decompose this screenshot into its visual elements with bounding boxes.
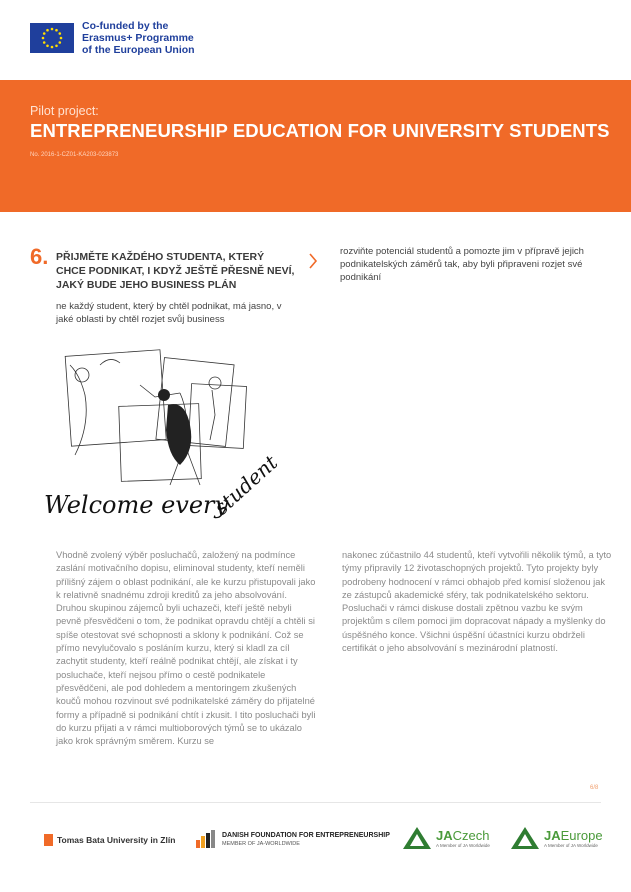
eu-line-1: Co-funded by the [82,20,169,32]
tbu-name: Tomas Bata University in Zlín [57,835,176,845]
footer-logos [0,822,631,862]
ja-europe-logo [510,826,603,850]
chevron-right-icon [308,252,318,275]
section-title: PŘIJMĚTE KAŽDÉHO STUDENTA, KTERÝ CHCE PODNIKAT, I KDYŽ JEŠTĚ PŘESNĚ NEVÍ, JAKÝ BUDE JEHO BUSINESS PLÁN [56,251,295,291]
ja-czech-logo [402,826,490,850]
eu-text [82,20,195,56]
welcome-caption-1: Welcome every [44,491,229,519]
eu-line-2: Erasmus+ Programme [82,32,194,44]
footer-divider [30,802,601,803]
page-number: 6/8 [590,785,599,791]
ja-czech-name: Czech [452,828,490,843]
tbu-logo [44,834,175,846]
section-number: 6. [30,244,49,269]
welcome-illustration [40,345,290,530]
ja-czech-tag: A Member of JA Worldwide [436,843,490,848]
dfe-member: MEMBER OF JA-WORLDWIDE [222,840,300,847]
banner-pretitle: Pilot project: [30,104,99,118]
section-subtitle: ne každý student, který by chtěl podnikat, má jasno, v jaké oblasti by chtěl rozjet svůj business [56,301,282,325]
tbu-mark-icon [44,834,53,846]
body-text-right: nakonec zúčastnilo 44 studentů, kteří vytvořili několik týmů, a tyto týmy připravily 12 životaschopných projektů. Tyto projekty byly podrobeny hodnocení v rámci obhajob před komisí složenou jak ze zástupců akademické sféry, tak podnikatelského sektoru. Posluchači v rámci diskuse dostali zpětnou vazbu ke svým projektům s cílem pomoci jim dopracovat nápady a myšlenky do úspěšného konce. Všichni úspěšní účastníci kurzu obdrželi certifikát o jeho absolvování s mezinárodní platností. [342,550,612,654]
ja-europe-tag: A Member of JA Worldwide [544,843,598,848]
eu-line-3: of the European Union [82,44,195,56]
eu-flag-icon [30,23,74,53]
ja-czech-ja: JA [436,828,453,843]
ja-triangle-icon [510,826,540,850]
section-goal-text: rozviňte potenciál studentů a pomozte jim v přípravě jejich podnikatelských záměrů tak, aby byli připraveni rozjet své podnikání [340,246,584,283]
welcome-caption-2: student [209,450,283,520]
ja-europe-name: Europe [560,828,603,843]
ja-europe-ja: JA [544,828,561,843]
dfe-mark-icon [196,830,216,848]
header-banner [0,80,631,212]
project-number: No. 2016-1-CZ01-KA203-023873 [30,152,119,158]
dfe-logo [196,830,390,848]
eu-cofunding-block [30,20,195,56]
dfe-name: DANISH FOUNDATION FOR ENTREPRENEURSHIP [222,831,390,839]
banner-title: ENTREPRENEURSHIP EDUCATION FOR UNIVERSITY STUDENTS [30,120,610,141]
body-text-left: Vhodně zvolený výběr posluchačů, založený na podmínce zaslání motivačního dopisu, eliminoval studenty, kteří neměli přílišný zájem o oblast podnikání, ale ke kurzu přistupovali jako k relativně snadnému zdroji kreditů za jeho absolvování. Druhou skupinou zájemců byli uchazeči, kteří ještě nebyli pevně přesvědčeni o tom, že podnikat opravdu chtějí a chtěli si spíše otestovat své schopnosti a sklony k podnikání. Což se přímo nevylučovalo s posláním kurzu, který si kladl za cíl zachytit studenty, kteří reálně podnikat chtějí, ale získat i ty posluchače, kteří nejsou přímo o cestě podnikatele přesvědčeni, ale pod dohledem a mentoringem zkušených koučů mohou rozvinout své podnikatelské záměry do přijatelné formy a případně si podnikání chtít i zkusit. I tito posluchači byli do kurzu přijati a v rámci multioborových týmů se to ukázalo jako krok správným směrem. Kurzu se [56,550,316,747]
ja-triangle-icon [402,826,432,850]
